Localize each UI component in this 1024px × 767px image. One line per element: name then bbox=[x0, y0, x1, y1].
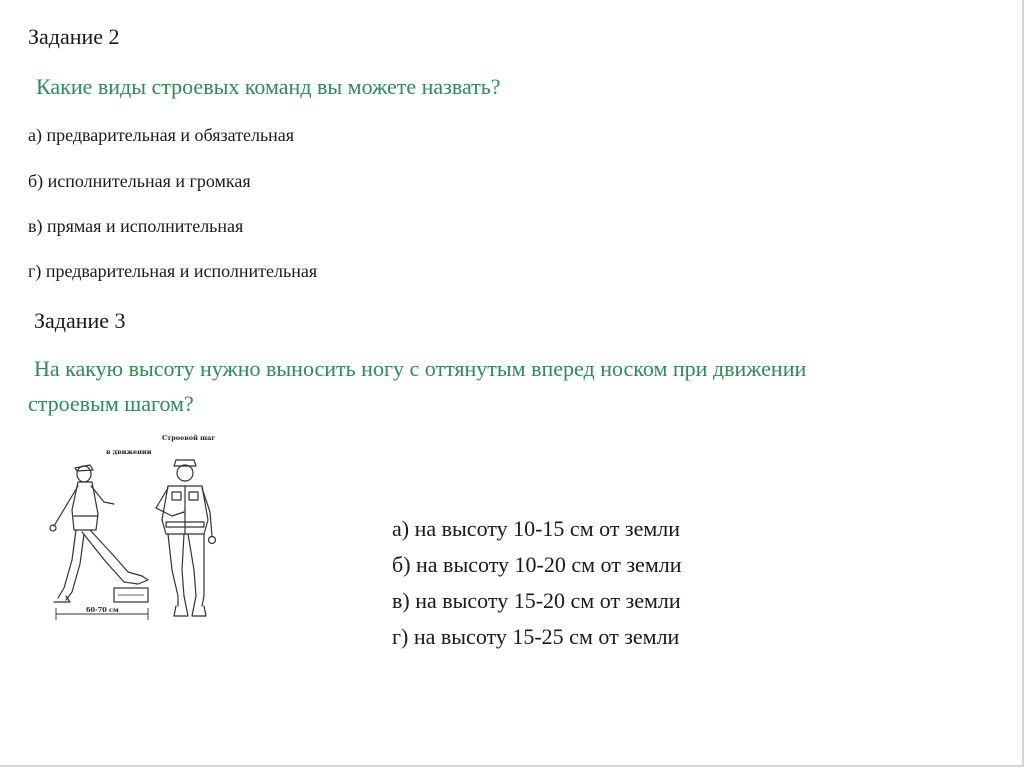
task3-option-d: г) на высоту 15-25 см от земли bbox=[392, 624, 680, 649]
standing-soldier-icon bbox=[156, 460, 216, 616]
task2-option-a: а) предварительная и обязательная bbox=[28, 125, 295, 145]
measure-label: 60-70 см bbox=[86, 606, 119, 614]
task2-option-b: б) исполнительная и громкая bbox=[28, 171, 251, 191]
task3-option-c: в) на высоту 15-20 см от земли bbox=[392, 588, 681, 613]
task3-option-a: а) на высоту 10-15 см от земли bbox=[392, 516, 681, 541]
marching-soldier-icon bbox=[50, 465, 148, 602]
task2-question: Какие виды строевых команд вы можете назвать? bbox=[36, 74, 501, 99]
task3-question-line1: На какую высоту нужно выносить ногу с оттянутым вперед носком при движении bbox=[34, 356, 807, 381]
task3-heading: Задание 3 bbox=[34, 308, 126, 333]
marching-step-illustration bbox=[44, 430, 229, 630]
figure-title: Строевой шаг bbox=[162, 434, 216, 442]
task3-option-b: б) на высоту 10-20 см от земли bbox=[392, 552, 682, 577]
task3-question-line2: строевым шагом? bbox=[28, 391, 194, 416]
figure-subtitle: в движении bbox=[106, 448, 152, 456]
marching-soldiers-figure bbox=[44, 430, 229, 630]
task2-option-c: в) прямая и исполнительная bbox=[28, 216, 244, 236]
task2-option-d: г) предварительная и исполнительная bbox=[28, 261, 318, 281]
task2-heading: Задание 2 bbox=[28, 24, 120, 49]
